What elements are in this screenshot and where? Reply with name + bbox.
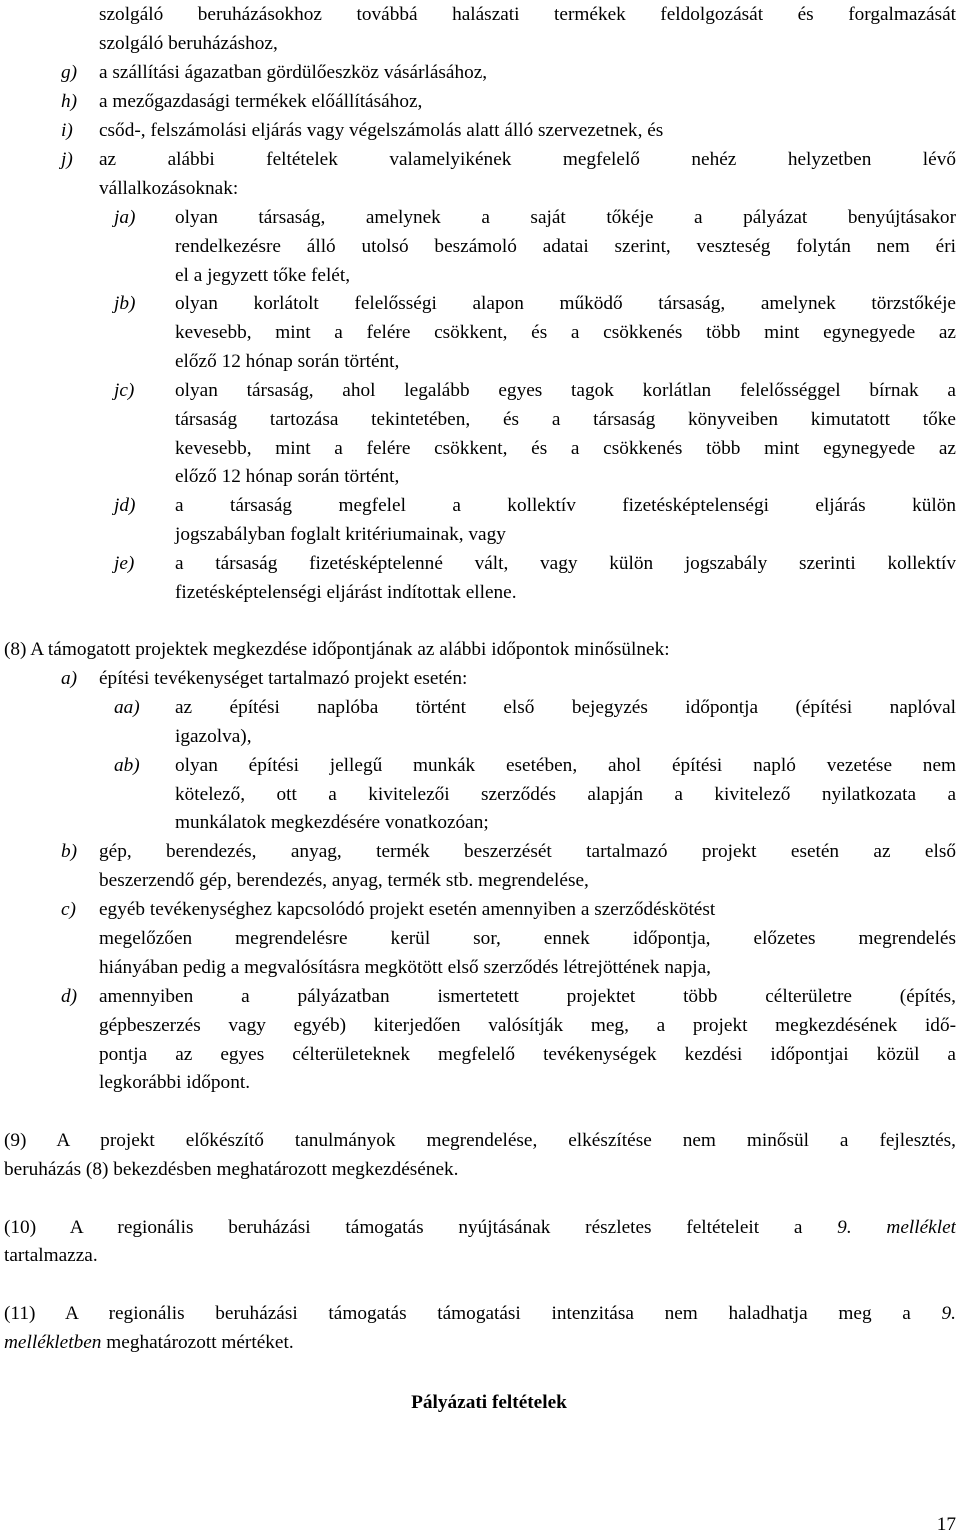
item-label: h) xyxy=(61,91,78,112)
text-line: tartalmazza. xyxy=(4,1245,98,1266)
item-text: a társaság fizetésképtelenné vált, vagy külön jogszabály szerinti kollektív xyxy=(175,553,956,574)
text-line xyxy=(4,1328,960,1357)
item-label: c) xyxy=(61,899,76,920)
list-item xyxy=(0,664,960,693)
text-line: előző 12 hónap során történt, xyxy=(175,351,400,372)
item-text: a mezőgazdasági termékek előállításához, xyxy=(99,91,423,112)
text-line: szolgáló beruházáshoz, xyxy=(99,33,278,54)
list-item xyxy=(0,693,960,722)
list-item xyxy=(0,289,960,318)
list-item xyxy=(0,491,960,520)
text-line: fizetésképtelenségi eljárást indítottak ellene. xyxy=(175,582,517,603)
item-label: g) xyxy=(61,62,78,83)
text-line: kötelező, ott a kivitelezői szerződés alapján a kivitelező nyilatkozata a xyxy=(175,784,956,805)
text-line: hiányában pedig a megvalósításra megkötött első szerződés létrejöttének napja, xyxy=(99,957,711,978)
item-label: aa) xyxy=(114,697,140,718)
text-line: előző 12 hónap során történt, xyxy=(175,466,400,487)
item-text: amennyiben a pályázatban ismertetett projektet több célterületre (építés, xyxy=(99,986,956,1007)
item-text: építési tevékenységet tartalmazó projekt esetén: xyxy=(99,668,468,689)
item-label: j) xyxy=(61,149,73,170)
item-label: a) xyxy=(61,668,78,689)
list-item xyxy=(0,116,960,145)
paragraph-11 xyxy=(4,1299,956,1328)
text-line: munkálatok megkezdésére vonatkozóan; xyxy=(175,812,489,833)
item-text: csőd-, felszámolási eljárás vagy végelszámolás alatt álló szervezetnek, és xyxy=(99,120,664,141)
paragraph-11-text: (11) A regionális beruházási támogatás támogatási intenzitása nem haladhatja meg a xyxy=(4,1303,911,1324)
list-item xyxy=(0,203,960,232)
item-label: b) xyxy=(61,841,78,862)
text-line: vállalkozásoknak: xyxy=(99,178,239,199)
item-text: a társaság megfelel a kollektív fizetésképtelenségi eljárás külön xyxy=(175,495,956,516)
text-line: társaság tartozása tekintetében, és a társaság könyveiben kimutatott tőke xyxy=(175,409,956,430)
item-label: jc) xyxy=(114,380,135,401)
text-line: igazolva), xyxy=(175,726,252,747)
item-text: gép, berendezés, anyag, termék beszerzését tartalmazó projekt esetén az első xyxy=(99,841,956,862)
item-text: olyan társaság, amelynek a saját tőkéje a pályázat benyújtásakor xyxy=(175,207,956,228)
text-line: szolgáló beruházásokhoz továbbá halászati termékek feldolgozását és forgalmazását xyxy=(99,4,956,25)
item-label: ja) xyxy=(114,207,136,228)
annex-reference: melléklet xyxy=(886,1217,956,1238)
item-label: ab) xyxy=(114,755,140,776)
paragraph-9: (9) A projekt előkészítő tanulmányok megrendelése, elkészítése nem minősül a fejlesztés, xyxy=(4,1130,956,1151)
paragraph-10 xyxy=(4,1213,956,1242)
text-line: beruházás (8) bekezdésben meghatározott megkezdésének. xyxy=(4,1159,459,1180)
section-heading: Pályázati feltételek xyxy=(411,1392,567,1413)
text-line: kevesebb, mint a felére csökkent, és a csökkenés több mint egynegyede az xyxy=(175,322,956,343)
list-item xyxy=(0,549,960,578)
text-line: megelőzően megrendelésre kerül sor, ennek időpontja, előzetes megrendelés xyxy=(99,928,956,949)
item-text: a szállítási ágazatban gördülőeszköz vásárlásához, xyxy=(99,62,488,83)
item-text: egyéb tevékenységhez kapcsolódó projekt esetén amennyiben a szerződéskötést xyxy=(99,899,716,920)
text-line: jogszabályban foglalt kritériumainak, vagy xyxy=(175,524,506,545)
page-number: 17 xyxy=(936,1514,956,1535)
annex-number: 9. xyxy=(837,1217,852,1238)
text-line: gépbeszerzés vagy egyéb) kiterjedően valósítják meg, a projekt megkezdésének idő- xyxy=(99,1015,956,1036)
item-label: jb) xyxy=(114,293,136,314)
list-item xyxy=(0,58,960,87)
text-line: kevesebb, mint a felére csökkent, és a csökkenés több mint egynegyede az xyxy=(175,438,956,459)
item-text: olyan korlátolt felelősségi alapon működő társaság, amelynek törzstőkéje xyxy=(175,293,956,314)
text-line: legkorábbi időpont. xyxy=(99,1072,251,1093)
annex-reference: mellékletben xyxy=(4,1332,102,1353)
list-item xyxy=(0,982,960,1011)
annex-number: 9. xyxy=(941,1303,956,1324)
item-label: je) xyxy=(114,553,135,574)
item-text: olyan építési jellegű munkák esetében, ahol építési napló vezetése nem xyxy=(175,755,956,776)
list-item xyxy=(0,145,960,174)
list-item xyxy=(0,751,960,780)
text-line: beszerzendő gép, berendezés, anyag, termék stb. megrendelése, xyxy=(99,870,589,891)
item-label: d) xyxy=(61,986,78,1007)
item-label: jd) xyxy=(114,495,136,516)
list-item xyxy=(0,87,960,116)
text-line: el a jegyzett tőke felét, xyxy=(175,265,351,286)
paragraph-8: (8) A támogatott projektek megkezdése időpontjának az alábbi időpontok minősülnek: xyxy=(4,639,670,660)
item-text: olyan társaság, ahol legalább egyes tagok korlátlan felelősséggel bírnak a xyxy=(175,380,956,401)
list-item xyxy=(0,895,960,924)
paragraph-10-text: (10) A regionális beruházási támogatás nyújtásának részletes feltételeit a xyxy=(4,1217,803,1238)
text-line: pontja az egyes célterületeknek megfelelő tevékenységek kezdési időpontjai közül a xyxy=(99,1044,956,1065)
item-text: az alábbi feltételek valamelyikének megfelelő nehéz helyzetben lévő xyxy=(99,149,956,170)
paragraph-11-text-end: meghatározott mértéket. xyxy=(106,1332,294,1353)
list-item xyxy=(0,837,960,866)
item-label: i) xyxy=(61,120,73,141)
item-text: az építési naplóba történt első bejegyzés időpontja (építési naplóval xyxy=(175,697,956,718)
text-line: rendelkezésre álló utolsó beszámoló adatai szerint, veszteség folytán nem éri xyxy=(175,236,956,257)
list-item xyxy=(0,376,960,405)
